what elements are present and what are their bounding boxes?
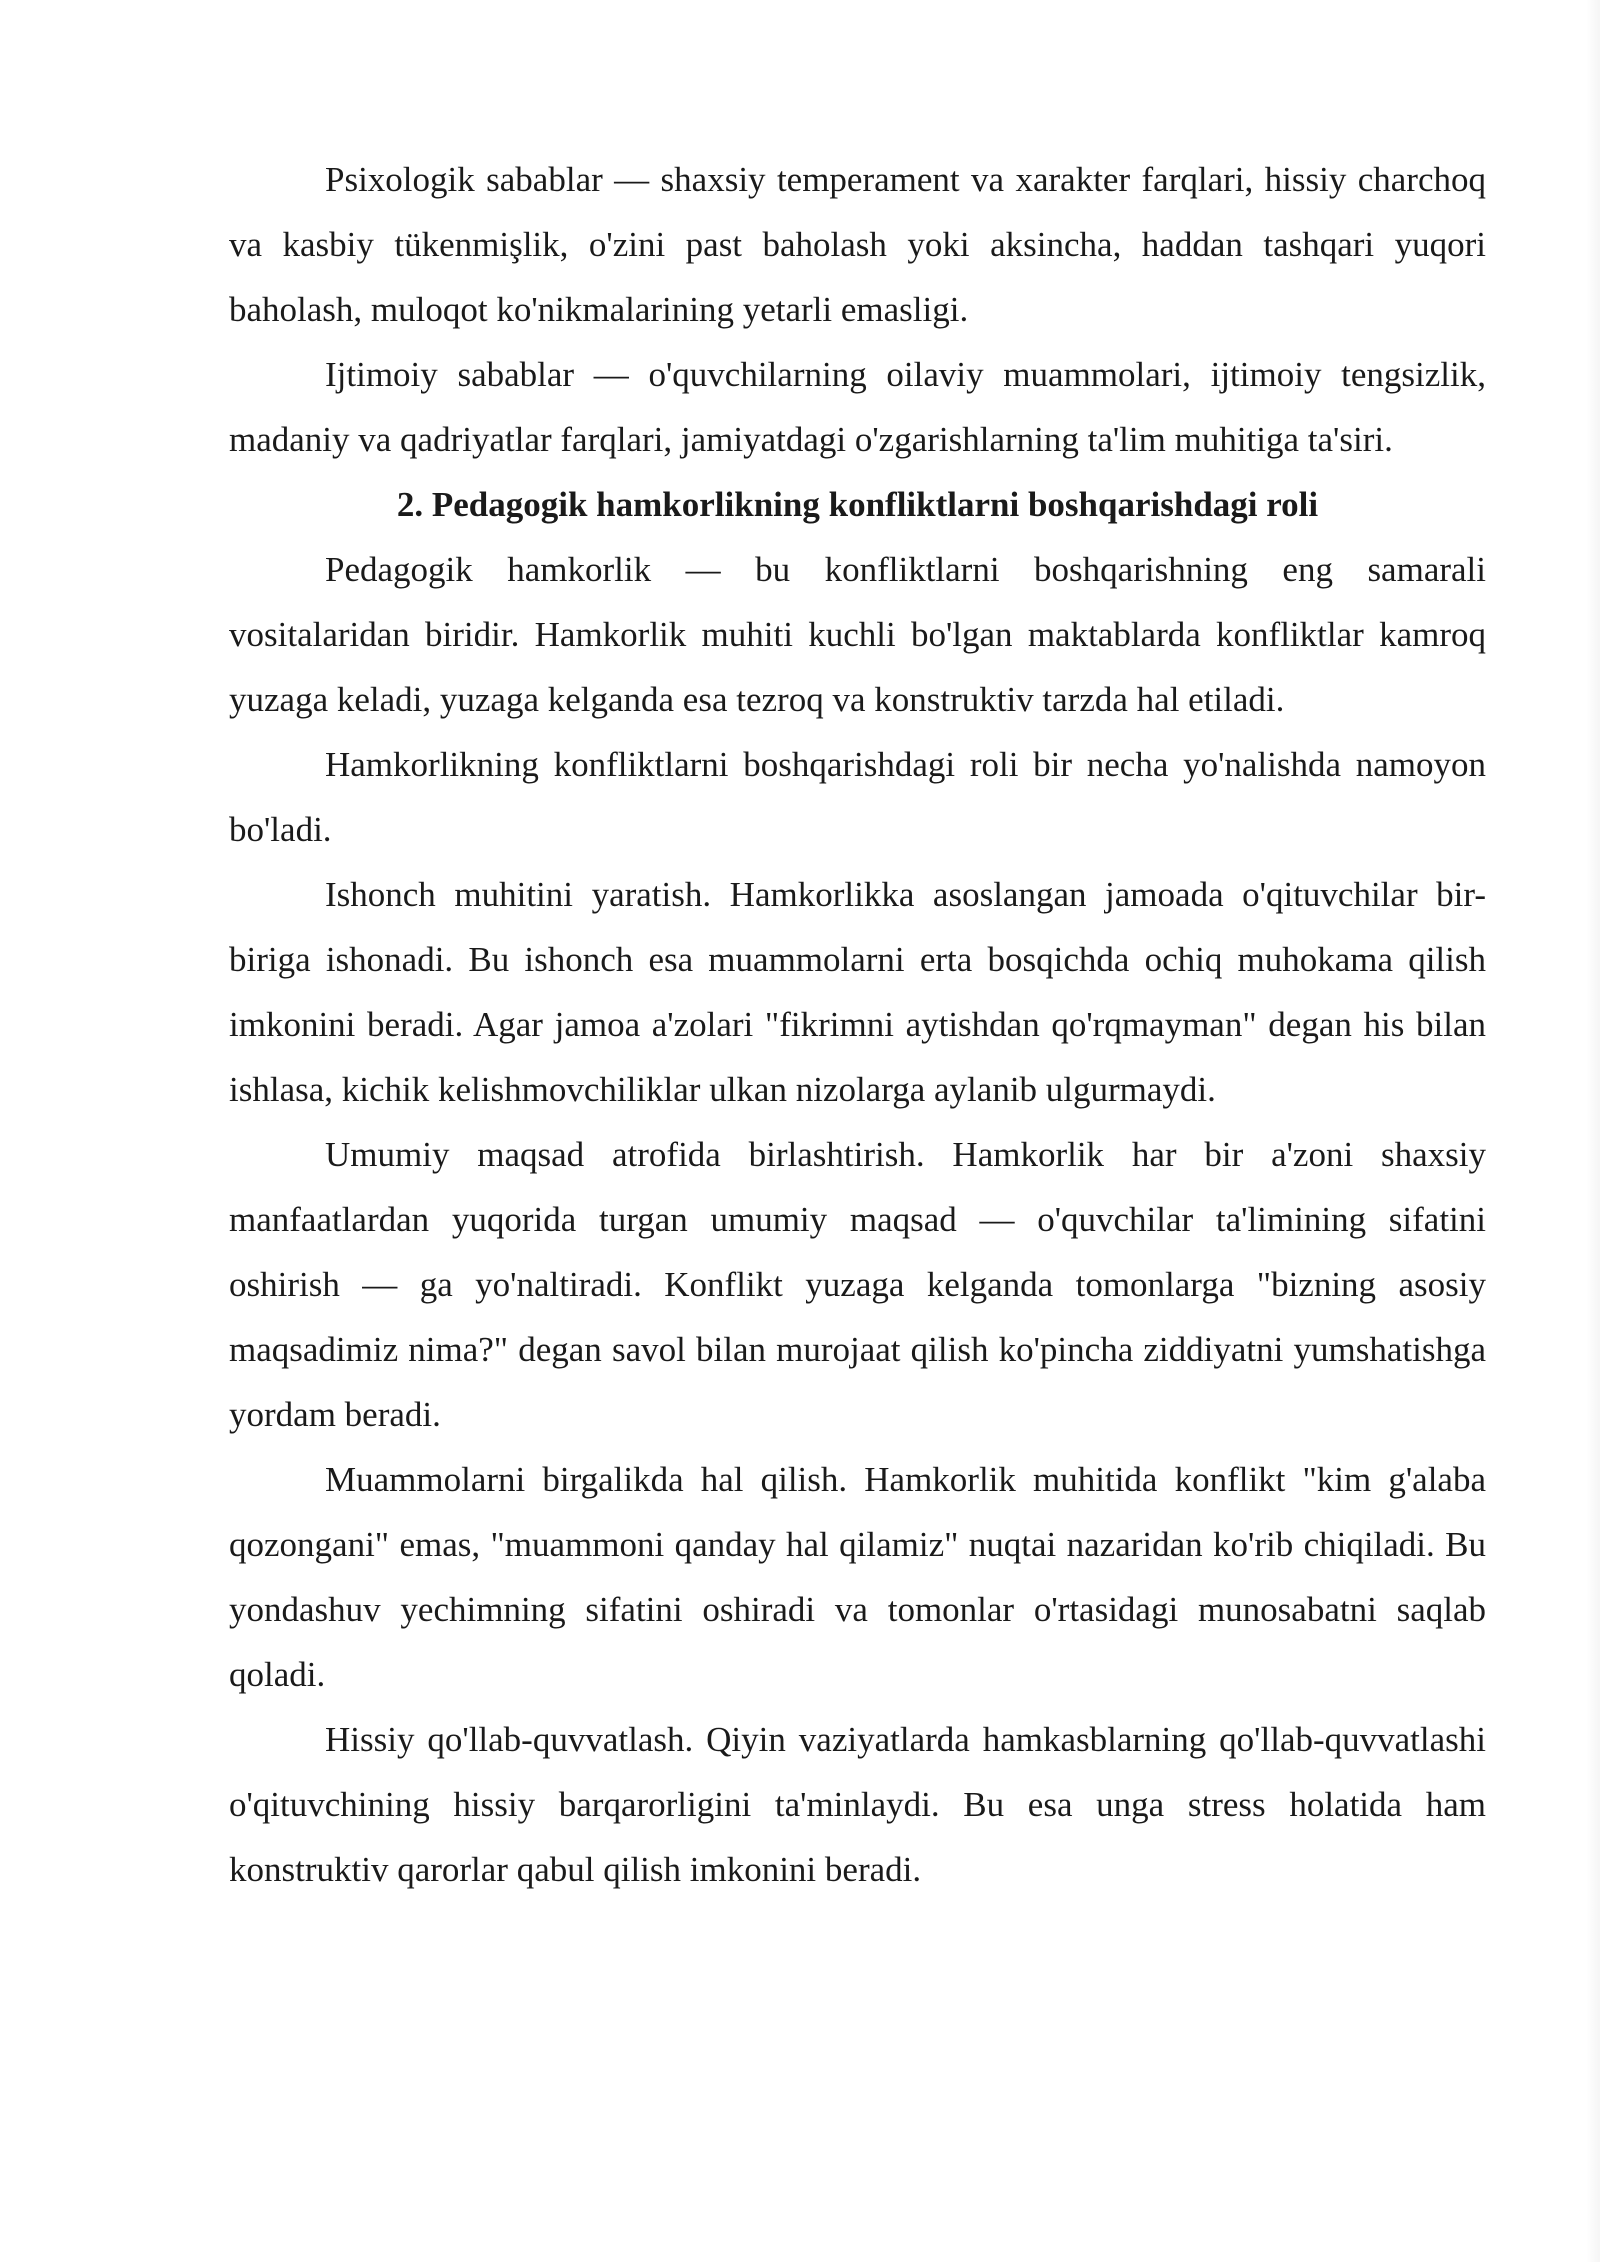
section-heading: 2. Pedagogik hamkorlikning konfliktlarni boshqarishdagi roli bbox=[396, 485, 1319, 524]
paragraph-pedagogical-cooperation: Pedagogik hamkorlik — bu konfliktlarni boshqarishning eng samarali vositalaridan biridir. Hamkorlik muhiti kuchli bo'lgan maktablarda konfliktlar kamroq yuzaga keladi, yuzaga kelganda esa tezroq va konstruktiv tarzda hal etiladi. bbox=[229, 550, 1486, 719]
paragraph-role-directions: Hamkorlikning konfliktlarni boshqarishdagi roli bir necha yo'nalishda namoyon bo'ladi. bbox=[229, 745, 1486, 849]
document-body bbox=[229, 147, 1486, 1902]
paragraph-trust-environment: Ishonch muhitini yaratish. Hamkorlikka asoslangan jamoada o'qituvchilar bir-biriga ishonadi. Bu ishonch esa muammolarni erta bosqichda ochiq muhokama qilish imkonini beradi. Agar jamoa a'zolari "fikrimni aytishdan qo'rqmayman" degan his bilan ishlasa, kichik kelishmovchiliklar ulkan nizolarga aylanib ulgurmaydi. bbox=[229, 875, 1486, 1109]
paragraph-joint-problem-solving: Muammolarni birgalikda hal qilish. Hamkorlik muhitida konflikt "kim g'alaba qozongani" emas, "muammoni qanday hal qilamiz" nuqtai nazaridan ko'rib chiqiladi. Bu yondashuv yechimning sifatini oshiradi va tomonlar o'rtasidagi munosabatni saqlab qoladi. bbox=[229, 1460, 1486, 1694]
page-edge-shadow bbox=[1586, 0, 1600, 2262]
paragraph-psychological-causes: Psixologik sabablar — shaxsiy temperament va xarakter farqlari, hissiy charchoq va kasbiy tükenmişlik, o'zini past baholash yoki aksincha, haddan tashqari yuqori baholash, muloqot ko'nikmalarining yetarli emasligi. bbox=[229, 160, 1486, 329]
paragraph-social-causes: Ijtimoiy sabablar — o'quvchilarning oilaviy muammolari, ijtimoiy tengsizlik, madaniy va qadriyatlar farqlari, jamiyatdagi o'zgarishlarning ta'lim muhitiga ta'siri. bbox=[229, 355, 1486, 459]
paragraph-common-goal: Umumiy maqsad atrofida birlashtirish. Hamkorlik har bir a'zoni shaxsiy manfaatlardan yuqorida turgan umumiy maqsad — o'quvchilar ta'limining sifatini oshirish — ga yo'naltiradi. Konflikt yuzaga kelganda tomonlarga "bizning asosiy maqsadimiz nima?" degan savol bilan murojaat qilish ko'pincha ziddiyatni yumshatishga yordam beradi. bbox=[229, 1135, 1486, 1434]
paragraph-emotional-support: Hissiy qo'llab-quvvatlash. Qiyin vaziyatlarda hamkasblarning qo'llab-quvvatlashi o'qituvchining hissiy barqarorligini ta'minlaydi. Bu esa unga stress holatida ham konstruktiv qarorlar qabul qilish imkonini beradi. bbox=[229, 1720, 1486, 1889]
